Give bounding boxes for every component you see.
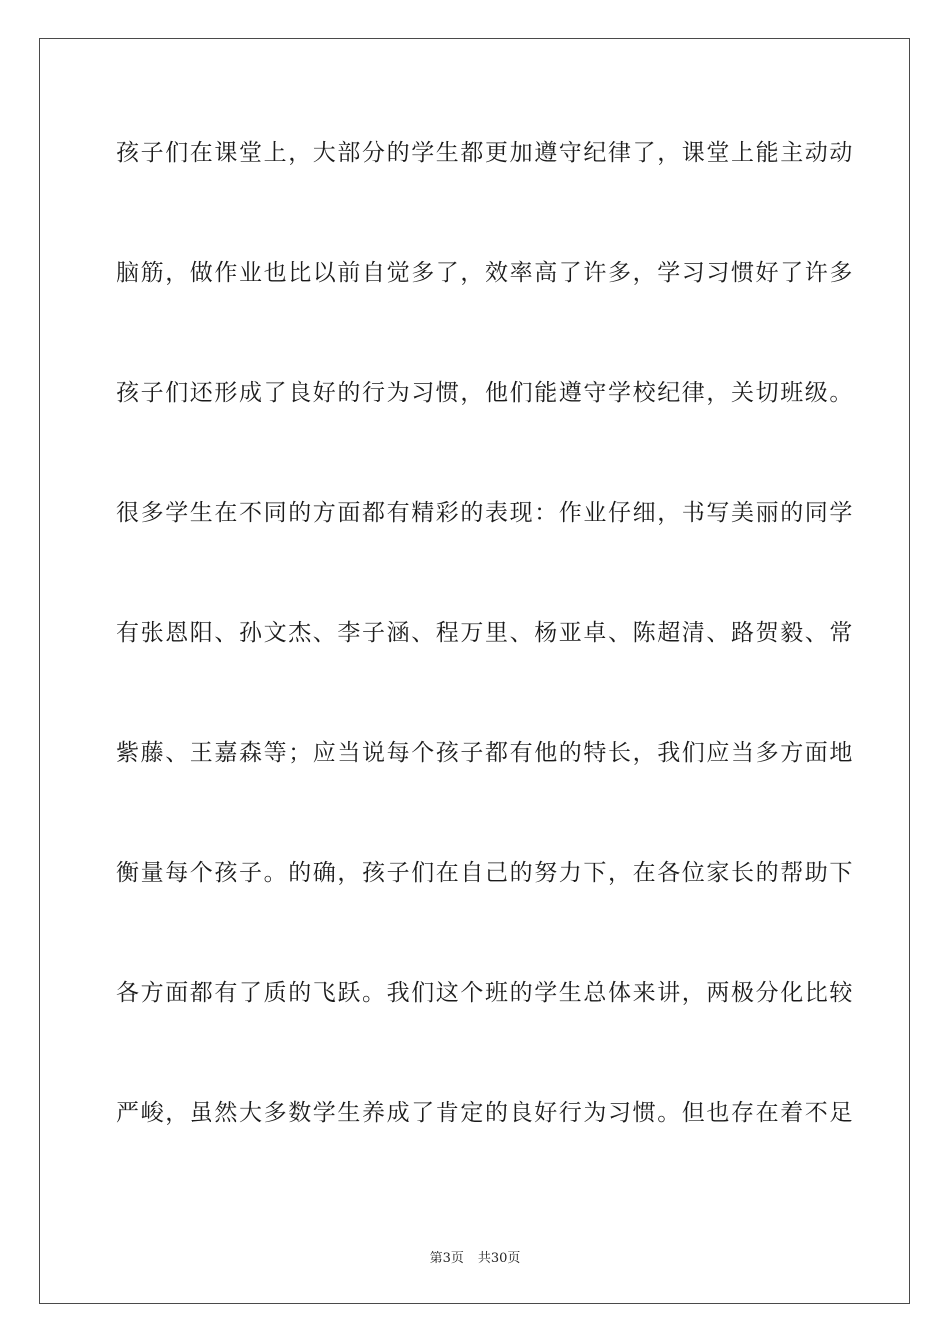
text-line-8: 各方面都有了质的飞跃。我们这个班的学生总体来讲，两极分化比较: [116, 980, 854, 1006]
text-line-7: 衡量每个孩子。的确，孩子们在自己的努力下，在各位家长的帮助下: [116, 860, 854, 886]
text-line-1: 孩子们在课堂上，大部分的学生都更加遵守纪律了，课堂上能主动动: [116, 140, 854, 166]
text-line-5: 有张恩阳、孙文杰、李子涵、程万里、杨亚卓、陈超清、路贺毅、常: [116, 620, 854, 646]
document-body: [116, 125, 854, 1205]
text-line-9: 严峻，虽然大多数学生养成了肯定的良好行为习惯。但也存在着不足: [116, 1100, 854, 1126]
text-line-4: 很多学生在不同的方面都有精彩的表现：作业仔细，书写美丽的同学: [116, 500, 854, 526]
text-line-6: 紫藤、王嘉森等；应当说每个孩子都有他的特长，我们应当多方面地: [116, 740, 854, 766]
total-pages: 共30页: [477, 1251, 521, 1266]
text-line-3: 孩子们还形成了良好的行为习惯，他们能遵守学校纪律，关切班级。: [116, 380, 854, 406]
page-number: 第3页: [429, 1251, 464, 1266]
page-footer: [0, 1247, 950, 1266]
text-line-2: 脑筋，做作业也比以前自觉多了，效率高了许多，学习习惯好了许多: [116, 260, 854, 286]
